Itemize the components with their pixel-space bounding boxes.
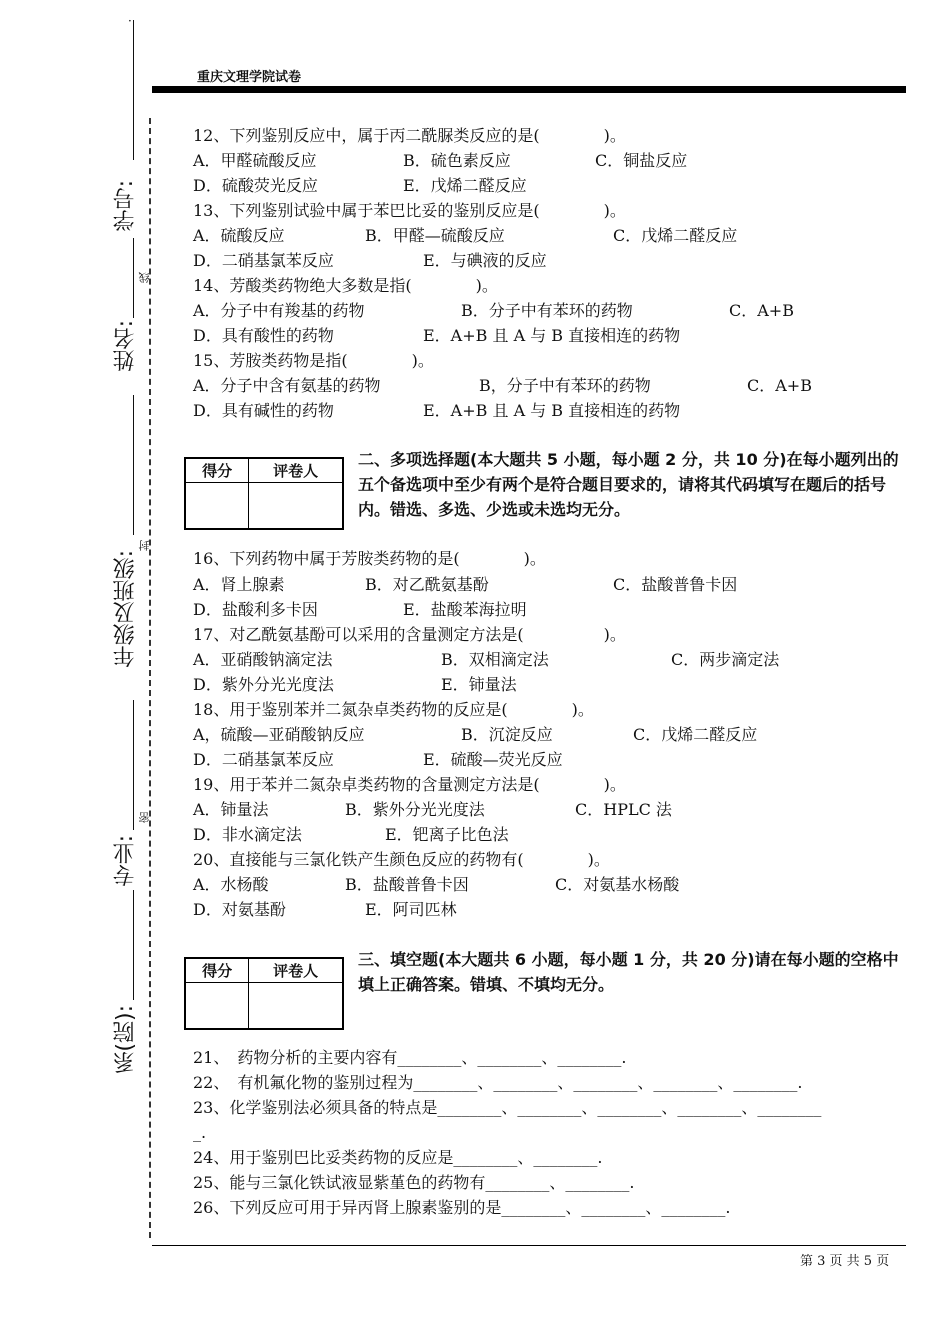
- q14-options-2: D．具有酸性的药物 E．A+B 且 A 与 B 直接相连的药物: [193, 326, 681, 345]
- q16-stem: 16、下列药物中属于芳胺类药物的是( )。: [193, 549, 546, 568]
- q23: 23、化学鉴别法必须具备的特点是________、________、________、________、________: [193, 1098, 822, 1117]
- header-rule: [152, 86, 906, 93]
- grader-cell[interactable]: [249, 483, 343, 529]
- q15-options-1: A．分子中含有氨基的药物 B，分子中有苯环的药物 C．A+B: [193, 376, 812, 395]
- seal-mark-feng: 封: [138, 540, 151, 551]
- q22: 22、 有机氟化物的鉴别过程为________、________、________、________、________.: [193, 1073, 803, 1092]
- q16-options-1: A．肾上腺素 B．对乙酰氨基酚 C．盐酸普鲁卡因: [193, 575, 738, 594]
- q13-options-2: D．二硝基氯苯反应 E．与碘液的反应: [193, 251, 547, 270]
- q20-options-1: A．水杨酸 B．盐酸普鲁卡因 C．对氨基水杨酸: [193, 875, 680, 894]
- q23-continued: _.: [193, 1123, 207, 1142]
- q21: 21、 药物分析的主要内容有________、________、________.: [193, 1048, 627, 1067]
- page-number: 第 3 页 共 5 页: [800, 1254, 890, 1269]
- part3-title: 三、填空题(本大题共 6 小题，每小题 1 分，共 20 分)请在每小题的空格中填上正确答案。错填、不填均无分。: [358, 950, 899, 994]
- dept-label: 系(院):: [113, 1005, 138, 1074]
- seal-mark-mi: 密: [138, 812, 151, 823]
- grader-label: 评卷人: [249, 959, 343, 983]
- q15-options-2: D．具有碱性的药物 E．A+B 且 A 与 B 直接相连的药物: [193, 401, 681, 420]
- seal-mark-xian: 线: [138, 272, 151, 283]
- score-cell[interactable]: [186, 483, 249, 529]
- q13-options-1: A．硫酸反应 B．甲醛—硫酸反应 C．戊烯二醛反应: [193, 226, 738, 245]
- q17-options-1: A．亚硝酸钠滴定法 B．双相滴定法 C．两步滴定法: [193, 650, 780, 669]
- class-underline: [133, 395, 134, 535]
- q18-options-1: A，硫酸—亚硝酸钠反应 B．沉淀反应 C．戊烯二醛反应: [193, 725, 758, 744]
- q19-stem: 19、用于苯并二氮杂卓类药物的含量测定方法是( )。: [193, 775, 626, 794]
- q20-options-2: D．对氨基酚 E．阿司匹林: [193, 900, 457, 919]
- q17-options-2: D．紫外分光光度法 E．铈量法: [193, 675, 517, 694]
- grader-label: 评卷人: [249, 459, 343, 483]
- q18-stem: 18、用于鉴别苯并二氮杂卓类药物的反应是( )。: [193, 700, 594, 719]
- score-box-part2: [184, 457, 344, 530]
- score-label: 得分: [186, 959, 249, 983]
- q12-options-1: A．甲醛硫酸反应 B．硫色素反应 C．铜盐反应: [193, 151, 688, 170]
- student-id-label: 学号:: [113, 180, 138, 232]
- q13-stem: 13、下列鉴别试验中属于苯巴比妥的鉴别反应是( )。: [193, 201, 626, 220]
- q12-stem: 12、下列鉴别反应中，属于丙二酰脲类反应的是( )。: [193, 126, 626, 145]
- q26: 26、下列反应可用于异丙肾上腺素鉴别的是________、________、________.: [193, 1198, 731, 1217]
- q15-stem: 15、芳胺类药物是指( )。: [193, 351, 434, 370]
- footer-rule: [152, 1245, 906, 1246]
- q19-options-2: D．非水滴定法 E．钯离子比色法: [193, 825, 509, 844]
- q14-options-1: A．分子中有羧基的药物 B．分子中有苯环的药物 C．A+B: [193, 301, 794, 320]
- class-label: 年级及班级:: [113, 550, 138, 668]
- q16-options-2: D．盐酸利多卡因 E．盐酸苯海拉明: [193, 600, 527, 619]
- part2-title: 二、多项选择题(本大题共 5 小题，每小题 2 分，共 10 分)在每小题列出的五个备选项中至少有两个是符合题目要求的，请将其代码填写在题后的括号内。错选、多选、少选或未选均无分。: [358, 450, 899, 519]
- school-title: 重庆文理学院试卷: [197, 70, 302, 85]
- major-label: 专业:: [113, 835, 138, 887]
- binding-dashed-line: [149, 118, 151, 1238]
- q17-stem: 17、对乙酰氨基酚可以采用的含量测定方法是( )。: [193, 625, 626, 644]
- name-label: 姓名:: [113, 320, 138, 372]
- q12-options-2: D．硫酸荧光反应 E．戊烯二醛反应: [193, 176, 527, 195]
- student-id-underline: [133, 20, 134, 160]
- score-box-part3: [184, 957, 344, 1030]
- grader-cell[interactable]: [249, 983, 343, 1029]
- major-underline: [133, 700, 134, 830]
- dept-underline: [133, 890, 134, 1000]
- margin-dot: ·: [128, 14, 132, 28]
- score-cell[interactable]: [186, 983, 249, 1029]
- q14-stem: 14、芳酸类药物绝大多数是指( )。: [193, 276, 498, 295]
- q20-stem: 20、直接能与三氯化铁产生颜色反应的药物有( )。: [193, 850, 610, 869]
- name-underline: [133, 238, 134, 318]
- q18-options-2: D．二硝基氯苯反应 E．硫酸—荧光反应: [193, 750, 563, 769]
- q25: 25、能与三氯化铁试液显紫堇色的药物有________、________.: [193, 1173, 635, 1192]
- q19-options-1: A．铈量法 B．紫外分光光度法 C．HPLC 法: [193, 800, 672, 819]
- score-label: 得分: [186, 459, 249, 483]
- q24: 24、用于鉴别巴比妥类药物的反应是________、________.: [193, 1148, 603, 1167]
